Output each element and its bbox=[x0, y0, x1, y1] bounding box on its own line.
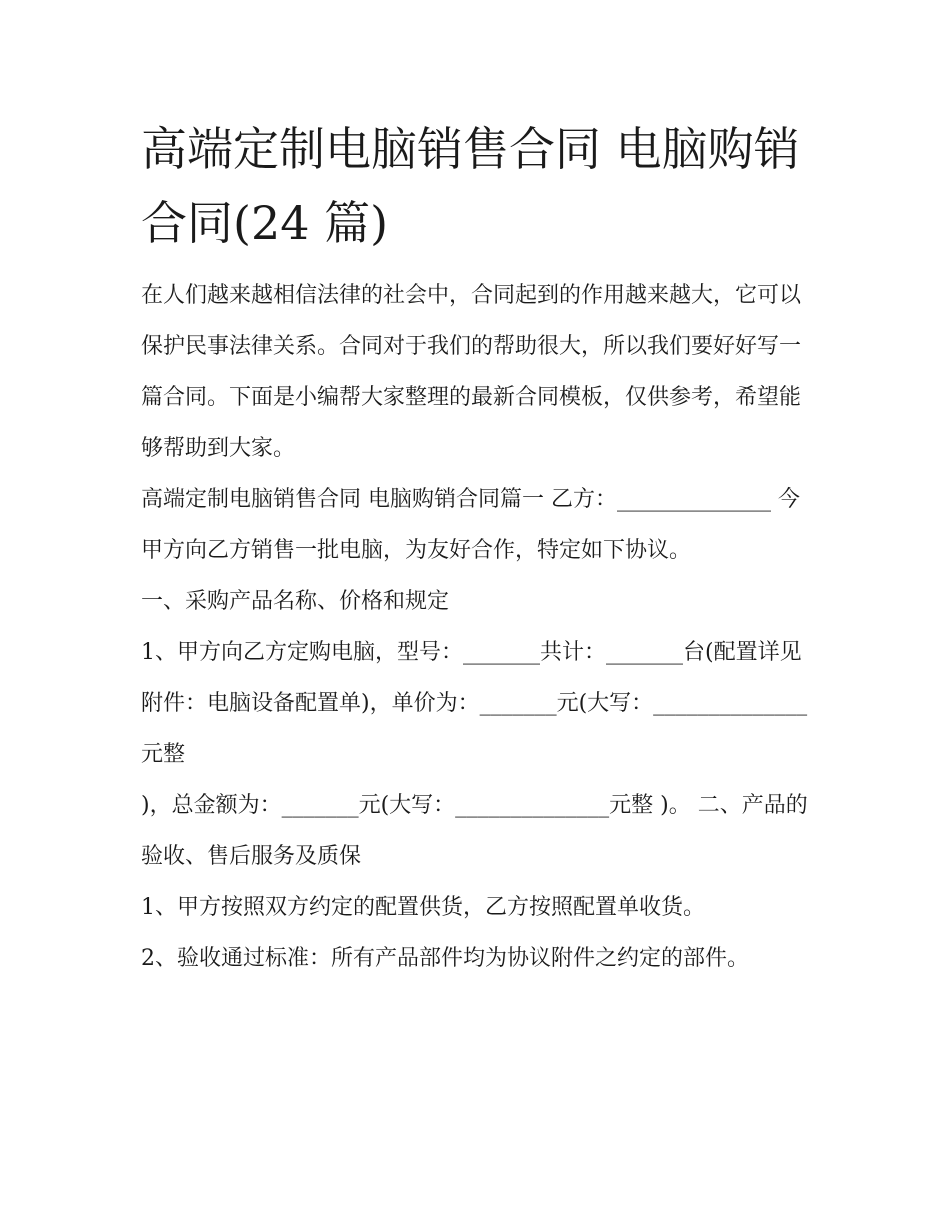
acceptance-clause-2: 2、验收通过标准：所有产品部件均为协议附件之约定的部件。 bbox=[141, 946, 749, 971]
section-intro-paragraph: 高端定制电脑销售合同 电脑购销合同篇一 乙方：______________ 今甲方向乙方销售一批电脑，为友好合作，特定如下协议。 bbox=[141, 487, 800, 563]
document-page bbox=[141, 112, 821, 984]
acceptance-clause-1: 1、甲方按照双方约定的配置供货，乙方按照配置单收货。 bbox=[141, 895, 705, 920]
clause-1-paragraph: 1、甲方向乙方定购电脑，型号：_______共计：_______台(配置详见附件：电脑设备配置单)，单价为：_______元(大写：______________元整 bbox=[141, 640, 808, 767]
intro-paragraph: 在人们越来越相信法律的社会中，合同起到的作用越来越大，它可以保护民事法律关系。合同对于我们的帮助很大，所以我们要好好写一篇合同。下面是小编帮大家整理的最新合同模板，仅供参考，希望能够帮助到大家。 bbox=[141, 283, 802, 461]
section-heading-1: 一、采购产品名称、价格和规定 bbox=[141, 589, 450, 614]
document-title: 高端定制电脑销售合同 电脑购销合同(24 篇) bbox=[141, 122, 800, 250]
total-amount-paragraph: )，总金额为：_______元(大写：______________元整 )。 二、产品的验收、售后服务及质保 bbox=[141, 793, 808, 869]
